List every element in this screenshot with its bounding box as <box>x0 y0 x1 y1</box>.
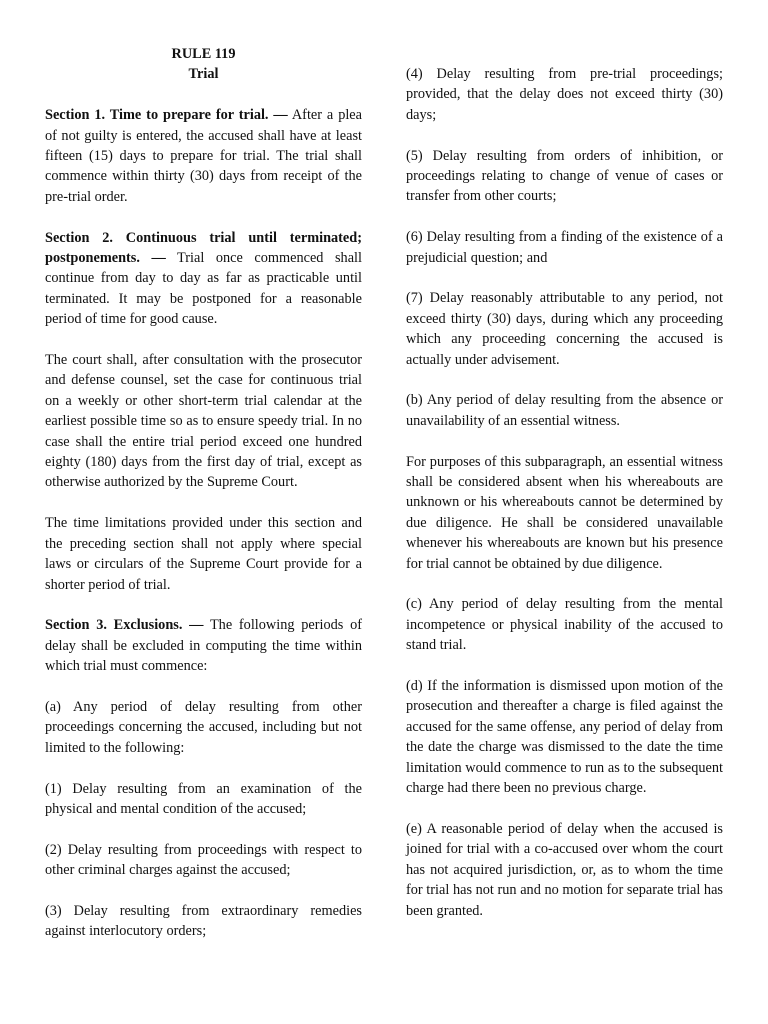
section-2-paragraph-2: The court shall, after consultation with the prosecutor and defense counsel, set the case for continuous trial on a weekly or other short-term trial calendar at the earliest possible time so as to ensure speedy trial. In no case shall the entire trial period exceed one hundred eighty (180) days from the first day of trial, except as otherwise authorized by the Supreme Court. <box>45 352 362 491</box>
clause-b-explanation: For purposes of this subparagraph, an essential witness shall be considered absent when his whereabouts are unknown or his whereabouts cannot be determined by due diligence. He shall be considered unavailable whenever his whereabouts are known but his presence for trial cannot be obtained by due diligence. <box>406 453 723 572</box>
clause-a-7: (7) Delay reasonably attributable to any period, not exceed thirty (30) days, during which any proceeding which any proceeding concerning the accused is actually under advisement. <box>406 290 723 368</box>
rule-number: RULE 119 <box>171 46 236 62</box>
section-1-heading: Section 1. Time to prepare for trial. — <box>45 107 288 124</box>
clause-a-6: (6) Delay resulting from a finding of the existence of a prejudicial question; and <box>406 229 723 266</box>
clause-a-4: (4) Delay resulting from pre-trial proceedings; provided, that the delay does not exceed thirty (30) days; <box>406 66 723 123</box>
clause-a-2: (2) Delay resulting from proceedings with respect to other criminal charges against the accused; <box>45 841 362 879</box>
section-2-heading: Section 2. Continuous trial until terminated; postponements. — <box>45 229 362 267</box>
section-2-text: Trial once commenced shall continue from day to day as far as practicable until terminated. It may be postponed for a reasonable period of time for good cause. <box>45 250 362 328</box>
clause-b: (b) Any period of delay resulting from the absence or unavailability of an essential witness. <box>406 392 723 429</box>
section-3-text: The following periods of delay shall be excluded in computing the time within which trial must commence: <box>45 617 363 675</box>
clause-a-5: (5) Delay resulting from orders of inhibition, or proceedings relating to change of venue of cases or transfer from other courts; <box>406 147 723 205</box>
section-3-heading: Section 3. Exclusions. — <box>45 617 204 634</box>
clause-e: (e) A reasonable period of delay when the accused is joined for trial with a co-accused over whom the court has not acquired jurisdiction, or, as to whom the time for trial has not run and no motion for separate trial has been granted. <box>406 820 723 919</box>
section-2-paragraph-3: The time limitations provided under this section and the preceding section shall not apply where special laws or circulars of the Supreme Court provide for a shorter period of trial. <box>45 515 362 593</box>
section-1-text: After a plea of not guilty is entered, the accused shall have at least fifteen (15) days to prepare for trial. The trial shall commence within thirty (30) days from receipt of the pre-trial order. <box>45 107 363 205</box>
clause-c: (c) Any period of delay resulting from the mental incompetence or physical inability of the accused to stand trial. <box>406 596 723 654</box>
right-column <box>406 64 723 941</box>
clause-a-1: (1) Delay resulting from an examination of the physical and mental condition of the accused; <box>45 780 362 817</box>
clause-a: (a) Any period of delay resulting from other proceedings concerning the accused, including but not limited to the following: <box>45 698 362 756</box>
section-3-paragraph <box>45 615 362 676</box>
section-1-paragraph <box>45 105 362 207</box>
rule-title: Trial <box>188 66 219 83</box>
left-column <box>45 44 362 962</box>
clause-a-3: (3) Delay resulting from extraordinary remedies against interlocutory orders; <box>45 902 362 940</box>
clause-d: (d) If the information is dismissed upon motion of the prosecution and thereafter a charge is filed against the accused for the same offense, any period of delay from the date the charge was dismissed to the date the time limitation would commence to run as to the subsequent charge had there been no previous charge. <box>406 678 723 797</box>
section-2-paragraph <box>45 228 362 330</box>
